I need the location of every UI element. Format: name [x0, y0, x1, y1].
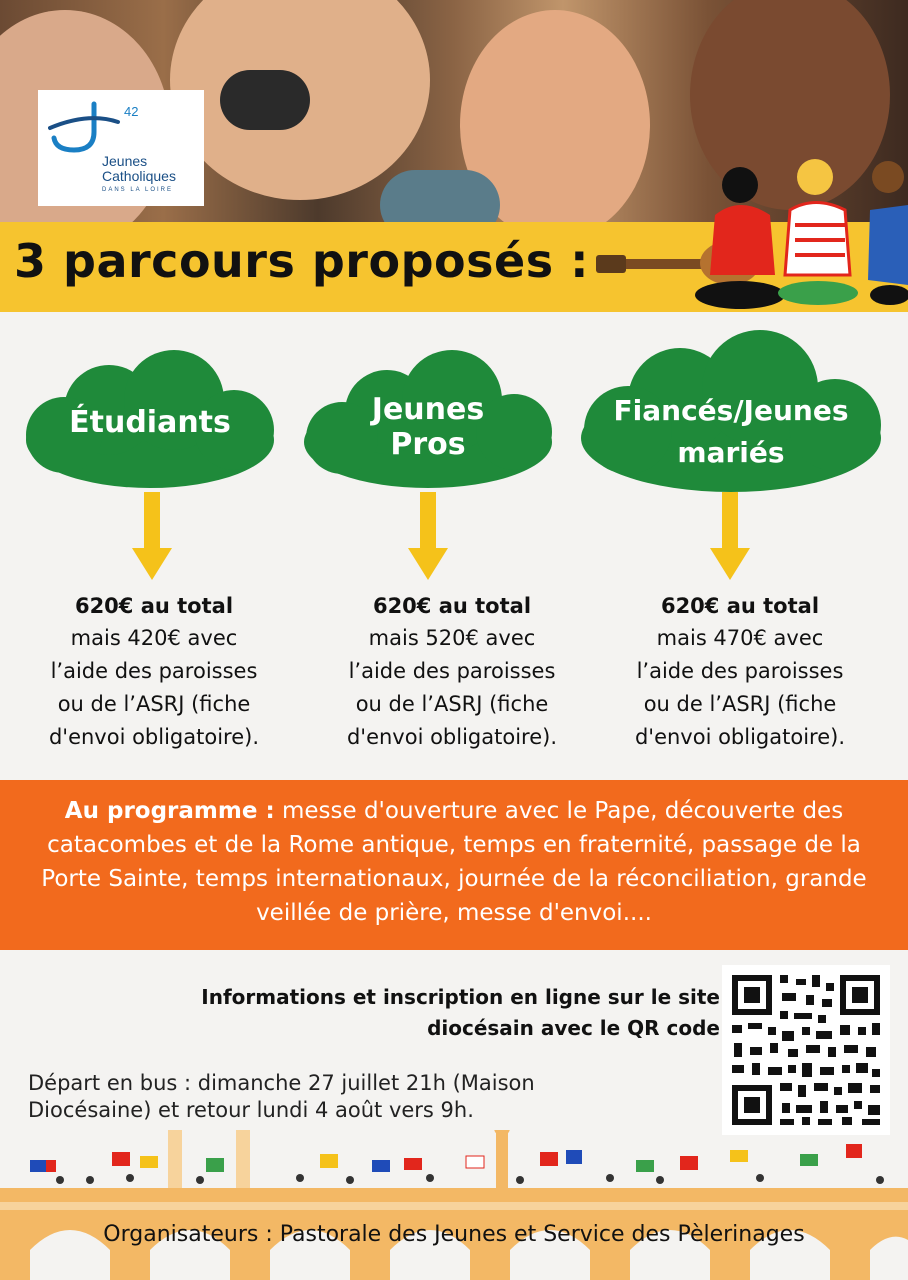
organisers-text: Organisateurs : Pastorale des Jeunes et Service des Pèlerinages — [103, 1222, 805, 1247]
price-desc-line: ou de l’ASRJ (fiche — [643, 692, 837, 716]
price-total: 620€ au total — [74, 594, 234, 618]
arrow-down-icon — [408, 492, 448, 582]
headphones — [220, 70, 310, 130]
price-desc-line: mais 470€ avec — [656, 626, 824, 650]
page-title: 3 parcours proposés : — [14, 234, 589, 288]
programme-label: Au programme : — [64, 798, 275, 824]
logo-number: 42 — [124, 104, 139, 119]
departure-info — [28, 1070, 708, 1124]
qr-code-icon — [722, 965, 890, 1135]
parcours-1-name: Étudiants — [69, 405, 231, 440]
price-desc-line: l’aide des paroisses — [636, 659, 844, 683]
j-logo-icon — [48, 98, 128, 158]
parcours-2-name-line2: Pros — [390, 427, 466, 463]
qr-code[interactable] — [722, 965, 890, 1135]
programme-text — [22, 794, 886, 930]
price-desc-line: mais 420€ avec — [70, 626, 238, 650]
parcours-2-price — [302, 590, 602, 754]
price-desc-line: l’aide des paroisses — [50, 659, 258, 683]
info-text — [40, 982, 720, 1044]
parcours-3-price — [590, 590, 890, 754]
price-total: 620€ au total — [660, 594, 820, 618]
info-line2: diocésain avec le QR code — [427, 1016, 720, 1040]
depart-line1: Départ en bus : dimanche 27 juillet 21h (Maison — [28, 1071, 535, 1095]
programme-body: messe d'ouverture avec le Pape, découverte des catacombes et de la Rome antique, temps en fraternité, passage de la Porte Sainte, temps internationaux, journée de la réconciliation, grande veillée de prière, messe d'envoi.... — [41, 798, 867, 926]
parcours-2-label — [302, 392, 554, 463]
parcours-1-price — [4, 590, 304, 754]
info-line1: Informations et inscription en ligne sur le site — [201, 985, 720, 1009]
price-desc-line: d'envoi obligatoire). — [346, 725, 558, 749]
jeunes-catholiques-logo — [38, 90, 204, 206]
kids-guitar-illustration — [590, 155, 908, 310]
parcours-2-name-line1: Jeunes — [371, 392, 485, 427]
parcours-1-label — [24, 405, 276, 440]
logo-line2: Catholiques — [102, 168, 176, 184]
parcours-3-label — [580, 390, 882, 474]
price-desc-line: mais 520€ avec — [368, 626, 536, 650]
price-total: 620€ au total — [372, 594, 532, 618]
depart-line2: Diocésaine) et retour lundi 4 août vers 9h. — [28, 1098, 474, 1122]
parcours-3-name-line2: mariés — [677, 436, 785, 469]
logo-text — [102, 154, 176, 184]
bridge-illustration — [0, 1130, 908, 1280]
logo-subtitle: DANS LA LOIRE — [102, 187, 174, 193]
parcours-3-name-line1: Fiancés/Jeunes — [613, 394, 849, 427]
logo-line1: Jeunes — [102, 153, 148, 169]
price-desc-line: ou de l’ASRJ (fiche — [355, 692, 549, 716]
price-desc-line: l’aide des paroisses — [348, 659, 556, 683]
price-desc-line: d'envoi obligatoire). — [634, 725, 846, 749]
arrow-down-icon — [710, 492, 750, 582]
price-desc-line: d'envoi obligatoire). — [48, 725, 260, 749]
denim-shirt — [380, 170, 500, 226]
arrow-down-icon — [132, 492, 172, 582]
price-desc-line: ou de l’ASRJ (fiche — [57, 692, 251, 716]
